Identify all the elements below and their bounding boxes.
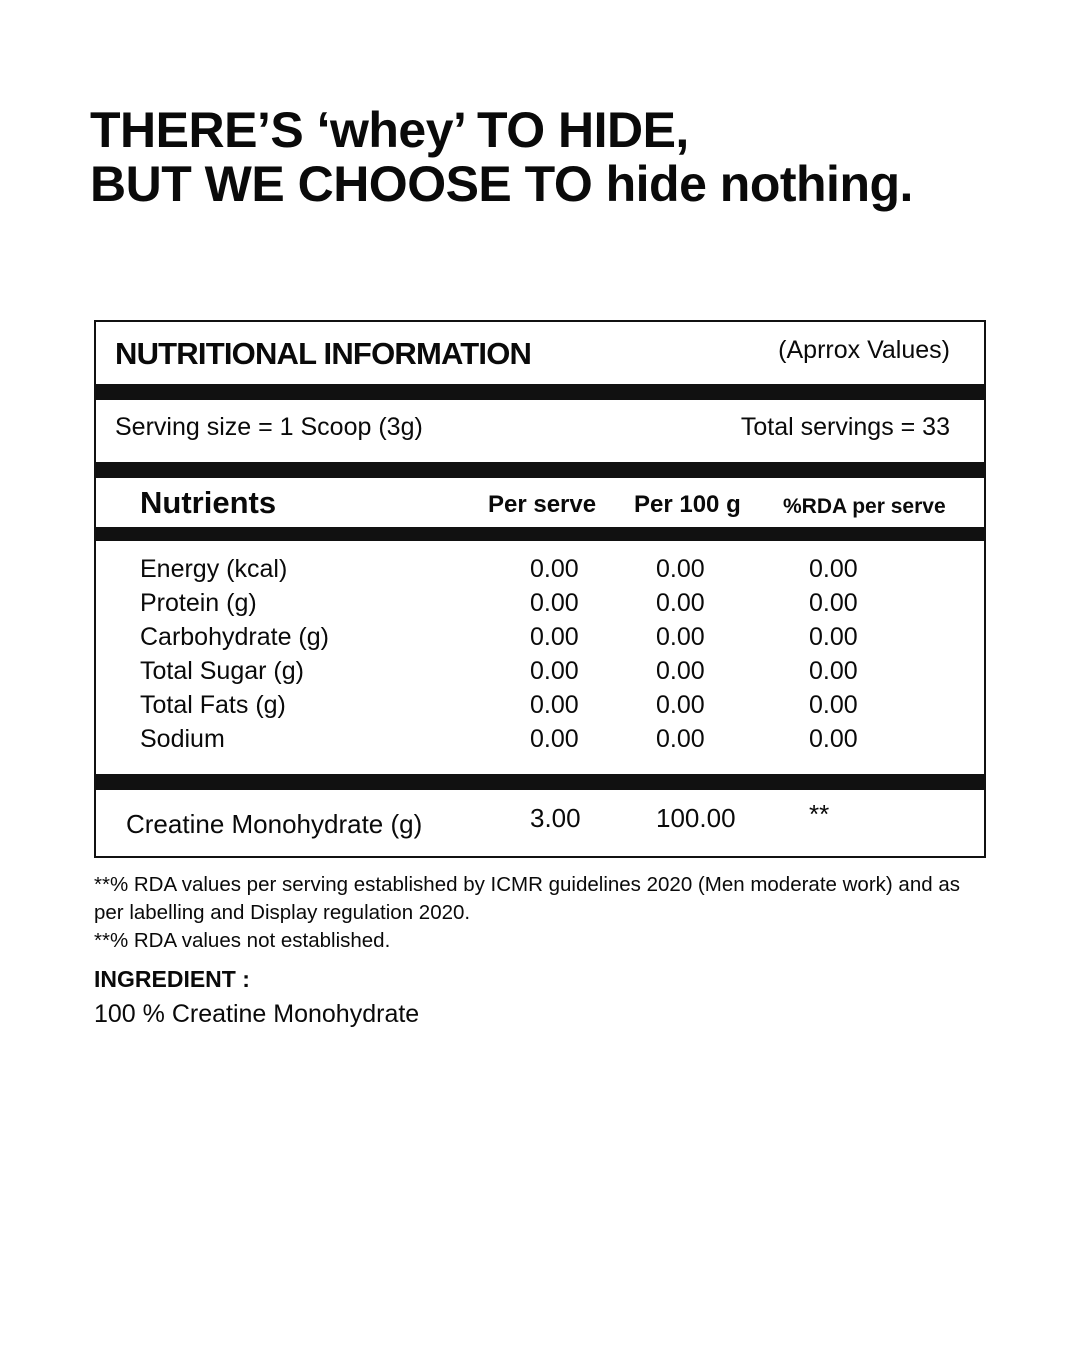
creatine-rda: ** <box>809 799 830 829</box>
ingredient-text: 100 % Creatine Monohydrate <box>94 1000 420 1028</box>
nutrient-per-100g: 0.00 <box>656 555 705 583</box>
nutrient-row <box>96 586 984 620</box>
nutrient-name: Sodium <box>140 725 225 753</box>
nutrient-row <box>96 654 984 688</box>
nutrient-row <box>96 552 984 586</box>
nutrient-rda: 0.00 <box>809 725 858 753</box>
creatine-name: Creatine Monohydrate (g) <box>126 809 423 839</box>
headline-line-2: BUT WE CHOOSE TO hide nothing. <box>90 156 913 212</box>
nutrient-per-100g: 0.00 <box>656 589 705 617</box>
approx-values-note: (Aprrox Values) <box>778 336 950 364</box>
nutrient-per-serve: 0.00 <box>530 589 579 617</box>
divider-bar <box>96 384 984 400</box>
nutrient-name: Energy (kcal) <box>140 555 288 583</box>
nutrient-per-100g: 0.00 <box>656 657 705 685</box>
nutrient-per-serve: 0.00 <box>530 691 579 719</box>
nutrient-name: Protein (g) <box>140 589 257 617</box>
serving-size: Serving size = 1 Scoop (3g) <box>115 413 423 441</box>
nutrient-name: Carbohydrate (g) <box>140 623 329 651</box>
divider-bar <box>96 527 984 541</box>
footnote-rda-source: **% RDA values per serving established by ICMR guidelines 2020 (Men moderate work) and as per labelling and Display regulation 2020. <box>94 873 960 924</box>
nutrient-name: Total Sugar (g) <box>140 657 304 685</box>
nutrient-per-serve: 0.00 <box>530 725 579 753</box>
nutrient-rda: 0.00 <box>809 691 858 719</box>
nutrient-name: Total Fats (g) <box>140 691 286 719</box>
nutrient-per-serve: 0.00 <box>530 555 579 583</box>
nutrient-rda: 0.00 <box>809 657 858 685</box>
column-header-rda: %RDA per serve <box>783 495 946 518</box>
nutrient-row <box>96 722 984 756</box>
nutrient-row <box>96 688 984 722</box>
nutrient-rda: 0.00 <box>809 555 858 583</box>
headline-line-1: THERE’S ‘whey’ TO HIDE, <box>90 102 689 158</box>
nutrient-per-100g: 0.00 <box>656 725 705 753</box>
creatine-per-100g: 100.00 <box>656 803 736 833</box>
nutrient-per-100g: 0.00 <box>656 623 705 651</box>
ingredient-title: INGREDIENT : <box>94 966 250 992</box>
nutrient-list <box>96 552 984 756</box>
nutrition-panel <box>94 320 986 858</box>
nutrient-row <box>96 620 984 654</box>
nutrient-per-serve: 0.00 <box>530 657 579 685</box>
creatine-row <box>96 799 984 842</box>
nutrient-per-100g: 0.00 <box>656 691 705 719</box>
column-header-nutrients: Nutrients <box>140 485 277 520</box>
footnote-rda-not-established: **% RDA values not established. <box>94 929 391 952</box>
divider-bar <box>96 462 984 478</box>
total-servings: Total servings = 33 <box>740 413 950 441</box>
divider-bar <box>96 774 984 790</box>
creatine-per-serve: 3.00 <box>530 803 581 833</box>
nutrient-per-serve: 0.00 <box>530 623 579 651</box>
headline <box>90 103 913 211</box>
column-header-per-serve: Per serve <box>488 491 597 518</box>
panel-title: NUTRITIONAL INFORMATION <box>115 336 532 371</box>
column-header-per-100g: Per 100 g <box>634 491 741 518</box>
nutrient-rda: 0.00 <box>809 623 858 651</box>
footnotes <box>94 871 974 955</box>
nutrient-rda: 0.00 <box>809 589 858 617</box>
